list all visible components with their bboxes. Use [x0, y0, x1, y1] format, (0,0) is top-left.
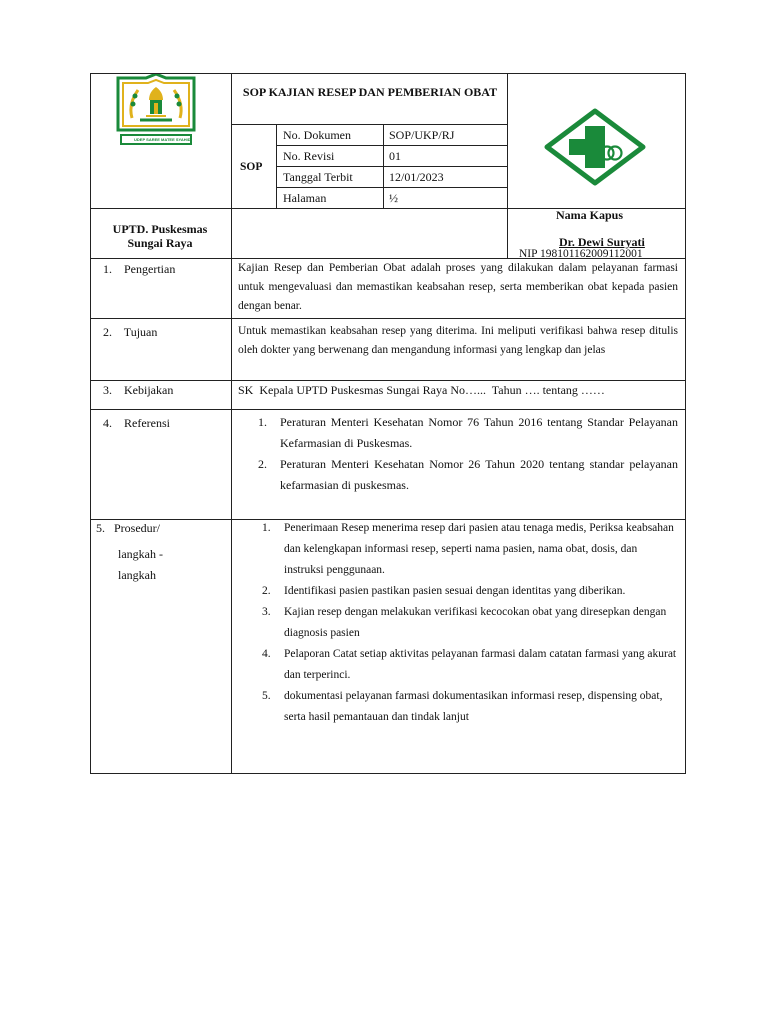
- border-right: [685, 73, 686, 774]
- list-item-text: Identifikasi pasien pastikan pasien sesuai dengan identitas yang diberikan.: [284, 585, 626, 597]
- province-logo: [110, 74, 202, 148]
- section-label-prosedur-3: langkah: [118, 568, 156, 582]
- meta-label-page: Halaman: [283, 191, 327, 205]
- list-item: [232, 518, 678, 581]
- col-divider-right: [507, 73, 508, 259]
- org-name: UPTD. Puskesmas Sungai Raya: [112, 222, 208, 250]
- section-label-kebijakan: 3. Kebijakan: [103, 383, 174, 397]
- section-line: [90, 318, 686, 319]
- referensi-list: [232, 412, 678, 496]
- section-label-tujuan: 2. Tujuan: [103, 325, 158, 339]
- list-item-number: 3.: [262, 606, 271, 618]
- list-item: [232, 412, 678, 454]
- section-text-tujuan: Untuk memastikan keabsahan resep yang diterima. Ini meliputi verifikasi bahwa resep ditulis oleh dokter yang berwenang dan mengandung informasi yang lengkap dan jelas: [238, 325, 678, 356]
- meta-row-line: [276, 187, 507, 188]
- signature-nip: NIP 198101162009112001: [519, 248, 643, 260]
- section-label-pengertian: 1. Pengertian: [103, 262, 176, 276]
- meta-value-doc: SOP/UKP/RJ: [389, 128, 455, 142]
- list-item-text: Kajian resep dengan melakukan verifikasi kecocokan obat yang diresepkan dengan diagnosis pasien: [284, 606, 667, 639]
- meta-value-rev: 01: [389, 149, 401, 163]
- list-item-number: 2.: [262, 585, 271, 597]
- list-item-number: 4.: [262, 648, 271, 660]
- list-item: [232, 454, 678, 496]
- list-item-number: 5.: [262, 690, 271, 702]
- list-item: [232, 644, 678, 686]
- list-item: [232, 581, 678, 602]
- signature-title: Nama Kapus: [556, 208, 624, 222]
- list-item-text: Penerimaan Resep menerima resep dari pasien atau tenaga medis, Periksa keabsahan dan kelengkapan informasi resep, seperti nama pasien, nama obat, dosis, dan instruksi penggunaan.: [284, 522, 674, 576]
- meta-label-rev: No. Revisi: [283, 149, 335, 163]
- meta-label-date: Tanggal Terbit: [283, 170, 353, 184]
- meta-value-date: 12/01/2023: [389, 170, 444, 184]
- section-line: [90, 409, 686, 410]
- title-bottom: [231, 124, 507, 125]
- border-bottom: [90, 773, 686, 774]
- list-item-text: Peraturan Menteri Kesehatan Nomor 26 Tahun 2020 tentang standar pelayanan kefarmasian di puskesmas.: [280, 457, 678, 492]
- meta-label-doc: No. Dokumen: [283, 128, 351, 142]
- border-left: [90, 73, 91, 774]
- list-item-number: 2.: [258, 457, 267, 471]
- document-title: SOP KAJIAN RESEP DAN PEMBERIAN OBAT: [242, 85, 498, 99]
- section-text-pengertian: Kajian Resep dan Pemberian Obat adalah proses yang dilakukan dalam pelayanan farmasi untuk mengevaluasi dan memastikan keabsahan resep, serta memberikan obat kepada pasien dengan benar.: [238, 262, 678, 312]
- section-label-prosedur-2: langkah -: [118, 547, 163, 561]
- list-item: [232, 602, 678, 644]
- section-label-prosedur: 5. Prosedur/: [96, 521, 160, 535]
- sop-label: SOP: [240, 161, 263, 173]
- puskesmas-logo: [543, 108, 647, 186]
- meta-row-line: [276, 166, 507, 167]
- health-cross-icon: [543, 108, 647, 186]
- logo-banner-text: UDEP SAREE MATEE SYAHID: [134, 137, 191, 142]
- list-item: [232, 686, 678, 728]
- section-line: [90, 380, 686, 381]
- section-text-kebijakan: SK Kepala UPTD Puskesmas Sungai Raya No…... Tahun …. tentang ……: [238, 383, 605, 397]
- section-label-referensi: 4. Referensi: [103, 416, 170, 430]
- meta-row-line: [276, 145, 507, 146]
- list-item-text: Peraturan Menteri Kesehatan Nomor 76 Tahun 2016 tentang Standar Pelayanan Kefarmasian di Puskesmas.: [280, 415, 678, 450]
- signature-name: Dr. Dewi Suryati: [559, 235, 645, 249]
- list-item-text: dokumentasi pelayanan farmasi dokumentasikan informasi resep, dispensing obat, serta hasil pemantauan dan tindak lanjut: [284, 690, 663, 723]
- list-item-number: 1.: [262, 522, 271, 534]
- list-item-text: Pelaporan Catat setiap aktivitas pelayanan farmasi dalam catatan farmasi yang akurat dan terperinci.: [284, 648, 677, 681]
- meta-value-page: ½: [389, 191, 398, 205]
- prosedur-list: [232, 518, 678, 728]
- list-item-number: 1.: [258, 415, 267, 429]
